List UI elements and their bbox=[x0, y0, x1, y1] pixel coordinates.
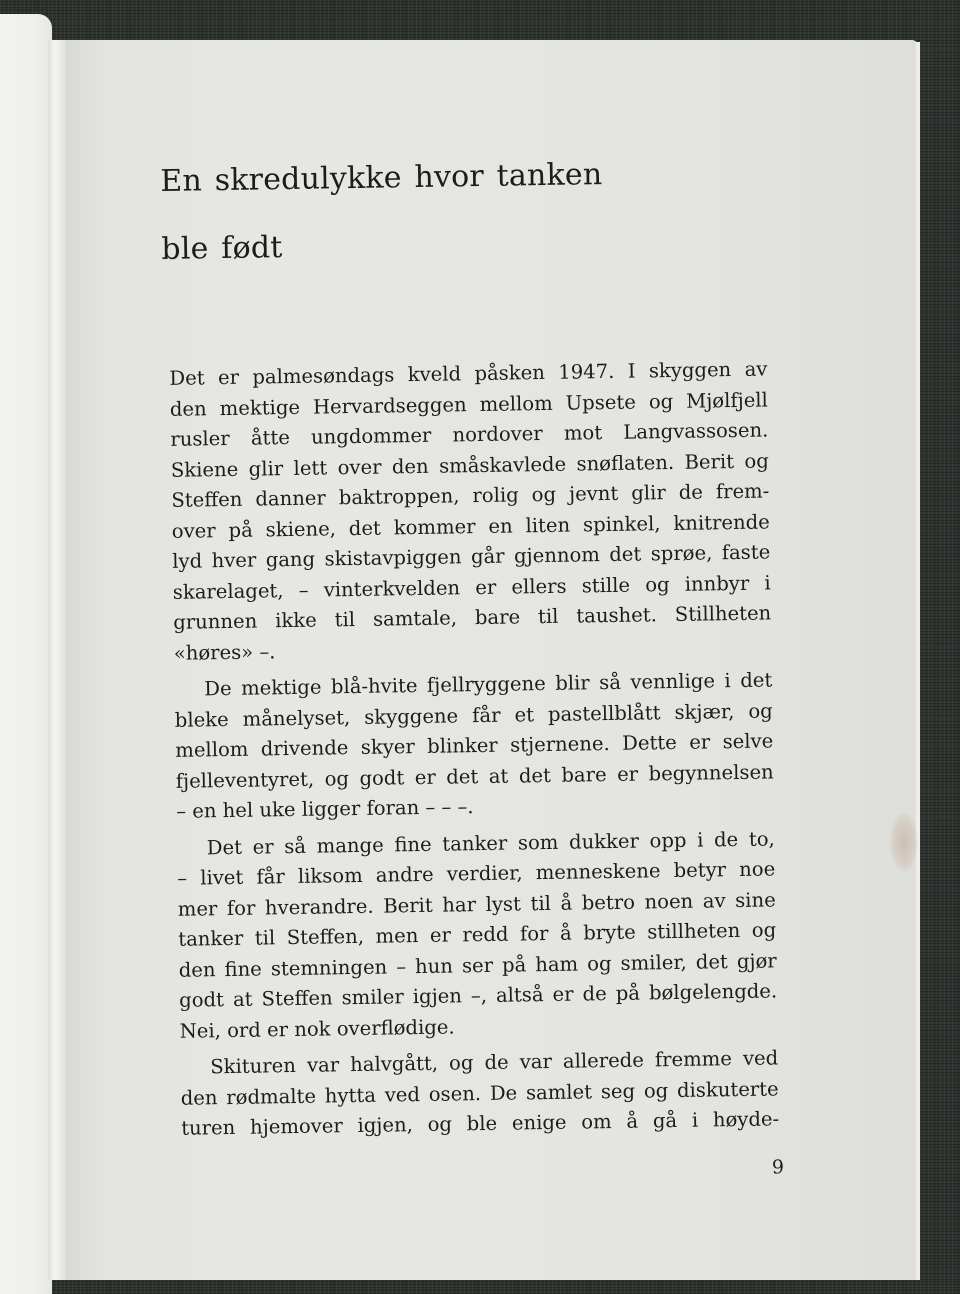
text-line: «høres» –. bbox=[173, 639, 276, 665]
chapter-title-line: En skredulykke hvor tanken bbox=[160, 157, 603, 199]
text-line: grunnen ikke til samtale, bare til taushet. Stillheten bbox=[173, 601, 772, 634]
text-line: Det er palmesøndags kveld påsken 1947. I skyggen av bbox=[169, 357, 768, 390]
text-line: tanker til Steffen, men er redd for å bryte stillheten og bbox=[178, 918, 777, 951]
chapter-title bbox=[160, 141, 632, 284]
page-number: 9 bbox=[771, 1156, 785, 1179]
paragraph-1 bbox=[169, 354, 772, 668]
text-line: bleke månelyset, skyggene får et pastellblått skjær, og bbox=[174, 698, 773, 732]
paragraph-2 bbox=[174, 665, 774, 827]
text-line: den rødmalte hytta ved osen. De samlet seg og diskuterte bbox=[180, 1076, 779, 1110]
text-line: skarelaget, – vinterkvelden er ellers stille og innbyr i bbox=[172, 570, 771, 604]
text-line: mer for hverandre. Berit har lyst til å betro noen av sine bbox=[177, 887, 776, 921]
text-line: lyd hver gang skistavpiggen går gjennom det sprøe, faste bbox=[172, 540, 771, 573]
text-line: Det er så mange fine tanker som dukker opp i de to, bbox=[206, 826, 775, 859]
chapter-title-line: ble født bbox=[161, 230, 283, 267]
text-line: mellom drivende skyer blinker stjernene. Dette er selve bbox=[175, 729, 774, 762]
text-line: rusler åtte ungdommer nordover mot Langvassosen. bbox=[170, 418, 769, 451]
text-line: Skiene glir lett over den småskavlede snøflaten. Berit og bbox=[170, 448, 769, 482]
text-line: turen hjemover igjen, og ble enige om å gå i høyde- bbox=[181, 1107, 780, 1140]
paragraph-3 bbox=[177, 824, 778, 1047]
text-line: fjelleventyret, og godt er det at det bare er begynnelsen bbox=[175, 759, 774, 793]
text-line: Skituren var halvgått, og de var allerede fremme ved bbox=[210, 1046, 779, 1079]
text-line: den mektige Hervardseggen mellom Upsete og Mjølfjell bbox=[169, 387, 769, 421]
text-line: – livet får liksom andre verdier, menneskene betyr noe bbox=[177, 857, 776, 890]
text-line: over på skiene, det kommer en liten spinkel, knitrende bbox=[171, 509, 770, 543]
text-line: den fine stemningen – hun ser på ham og smiler, det gjør bbox=[178, 948, 777, 982]
paragraph-4 bbox=[180, 1043, 779, 1144]
text-line: Steffen danner baktroppen, rolig og jevnt glir de frem- bbox=[171, 479, 770, 512]
body-text bbox=[169, 354, 779, 1144]
text-line: – en hel uke ligger foran – – –. bbox=[176, 795, 474, 823]
text-line: godt at Steffen smiler igjen –, altså er de på bølgelengde. bbox=[179, 979, 778, 1012]
text-line: Nei, ord er nok overflødige. bbox=[179, 1014, 455, 1043]
text-line: De mektige blå-hvite fjellryggene blir så vennlige i det bbox=[204, 668, 773, 701]
